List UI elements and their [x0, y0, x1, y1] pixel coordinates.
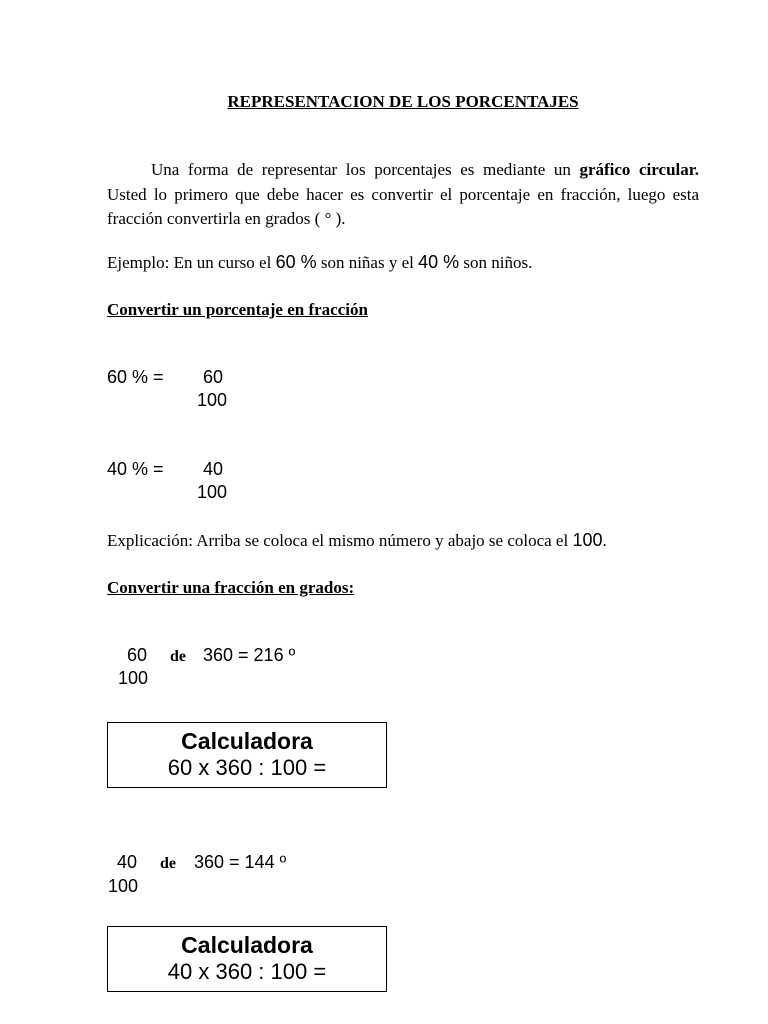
intro-bold: gráfico circular.: [579, 160, 699, 179]
degree1-numerator: 60: [127, 645, 148, 665]
fraction1-denominator: 100: [197, 390, 228, 410]
calculator-2-expression: 40 x 360 : 100 =: [167, 959, 327, 984]
degree2-result: 360 = 144 º: [194, 852, 287, 872]
calculator-1-expression: 60 x 360 : 100 =: [167, 755, 327, 780]
explanation-text: Explicación: Arriba se coloca el mismo número y abajo se coloca el: [107, 531, 573, 550]
calculator-2-title: Calculadora: [181, 932, 313, 958]
degree1-denominator: 100: [118, 668, 149, 688]
example-text-2: son niñas y el: [316, 253, 419, 272]
calculator-box-1: [107, 722, 387, 788]
intro-paragraph: [107, 158, 699, 232]
fraction1-numerator: 60: [203, 367, 224, 387]
example-text-3: son niños.: [459, 253, 533, 272]
section-heading-fraction: Convertir un porcentaje en fracción: [107, 300, 368, 319]
explanation-end: .: [602, 531, 607, 550]
fraction1-lhs: 60 % =: [107, 367, 164, 387]
fraction2-denominator: 100: [197, 482, 228, 502]
example-text-1: Ejemplo: En un curso el: [107, 253, 276, 272]
example-line: [107, 252, 532, 273]
intro-text-2: Usted lo primero que debe hacer es convertir el porcentaje en fracción, luego esta fracción convertirla en grados ( ° ).: [107, 184, 699, 228]
page-title: REPRESENTACION DE LOS PORCENTAJES: [227, 92, 579, 111]
fraction2-numerator: 40: [203, 459, 224, 479]
degree2-de: de: [160, 855, 176, 872]
degree1-result: 360 = 216 º: [203, 645, 296, 665]
explanation-number: 100: [572, 530, 603, 550]
calculator-1-title: Calculadora: [181, 728, 313, 754]
degree2-numerator: 40: [117, 852, 138, 872]
fraction2-lhs: 40 % =: [107, 459, 164, 479]
explanation-line: [107, 530, 607, 551]
calculator-box-2: [107, 926, 387, 992]
degree1-de: de: [170, 648, 186, 665]
degree2-denominator: 100: [108, 876, 139, 896]
section-heading-degrees: Convertir una fracción en grados:: [107, 578, 355, 597]
example-pct-2: 40 %: [418, 252, 460, 272]
example-pct-1: 60 %: [275, 252, 317, 272]
intro-text-1: Una forma de representar los porcentajes es mediante un: [151, 160, 580, 179]
